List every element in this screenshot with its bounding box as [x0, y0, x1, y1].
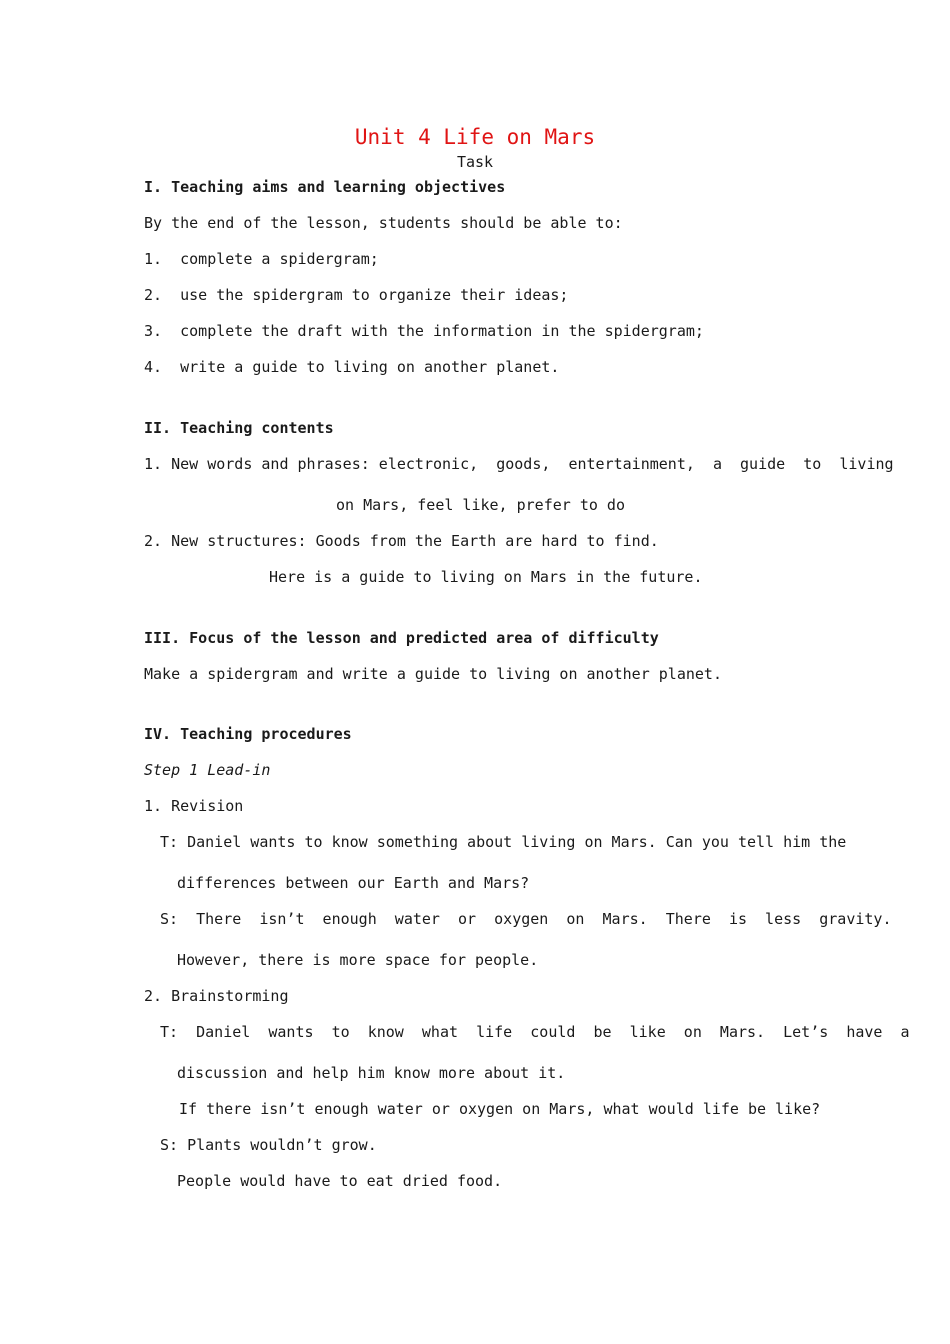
- section-heading-aims: I. Teaching aims and learning objectives: [144, 178, 506, 196]
- student-line: S: There isn’t enough water or oxygen on Mars. There is less gravity.: [160, 910, 892, 928]
- document-title: Unit 4 Life on Mars: [354, 125, 596, 149]
- aims-intro: By the end of the lesson, students should be able to:: [144, 214, 623, 232]
- new-words-line: 1. New words and phrases: electronic, goods, entertainment, a guide to living: [144, 455, 894, 473]
- teacher-line-continuation: differences between our Earth and Mars?: [177, 874, 530, 892]
- student-line-continuation: People would have to eat dried food.: [177, 1172, 503, 1190]
- document-subtitle: Task: [456, 153, 494, 171]
- student-line-continuation: However, there is more space for people.: [177, 951, 539, 969]
- teacher-line: T: Daniel wants to know something about living on Mars. Can you tell him the: [160, 833, 847, 851]
- brainstorming-label: 2. Brainstorming: [144, 987, 289, 1005]
- revision-label: 1. Revision: [144, 797, 244, 815]
- teacher-line: T: Daniel wants to know what life could be like on Mars. Let’s have a: [160, 1023, 910, 1041]
- new-structures-line: 2. New structures: Goods from the Earth are hard to find.: [144, 532, 659, 550]
- new-structures-continuation: Here is a guide to living on Mars in the future.: [269, 568, 703, 586]
- aims-item: 3. complete the draft with the information in the spidergram;: [144, 322, 704, 340]
- section-heading-focus: III. Focus of the lesson and predicted area of difficulty: [144, 629, 659, 647]
- teacher-line-continuation: discussion and help him know more about it.: [177, 1064, 566, 1082]
- teacher-question: If there isn’t enough water or oxygen on Mars, what would life be like?: [179, 1100, 821, 1118]
- focus-text: Make a spidergram and write a guide to living on another planet.: [144, 665, 722, 683]
- aims-item: 1. complete a spidergram;: [144, 250, 379, 268]
- step-heading: Step 1 Lead-in: [144, 761, 271, 779]
- aims-item: 4. write a guide to living on another planet.: [144, 358, 560, 376]
- aims-item: 2. use the spidergram to organize their ideas;: [144, 286, 569, 304]
- new-words-continuation: on Mars, feel like, prefer to do: [336, 496, 625, 514]
- section-heading-procedures: IV. Teaching procedures: [144, 725, 352, 743]
- student-line: S: Plants wouldn’t grow.: [160, 1136, 377, 1154]
- section-heading-contents: II. Teaching contents: [144, 419, 334, 437]
